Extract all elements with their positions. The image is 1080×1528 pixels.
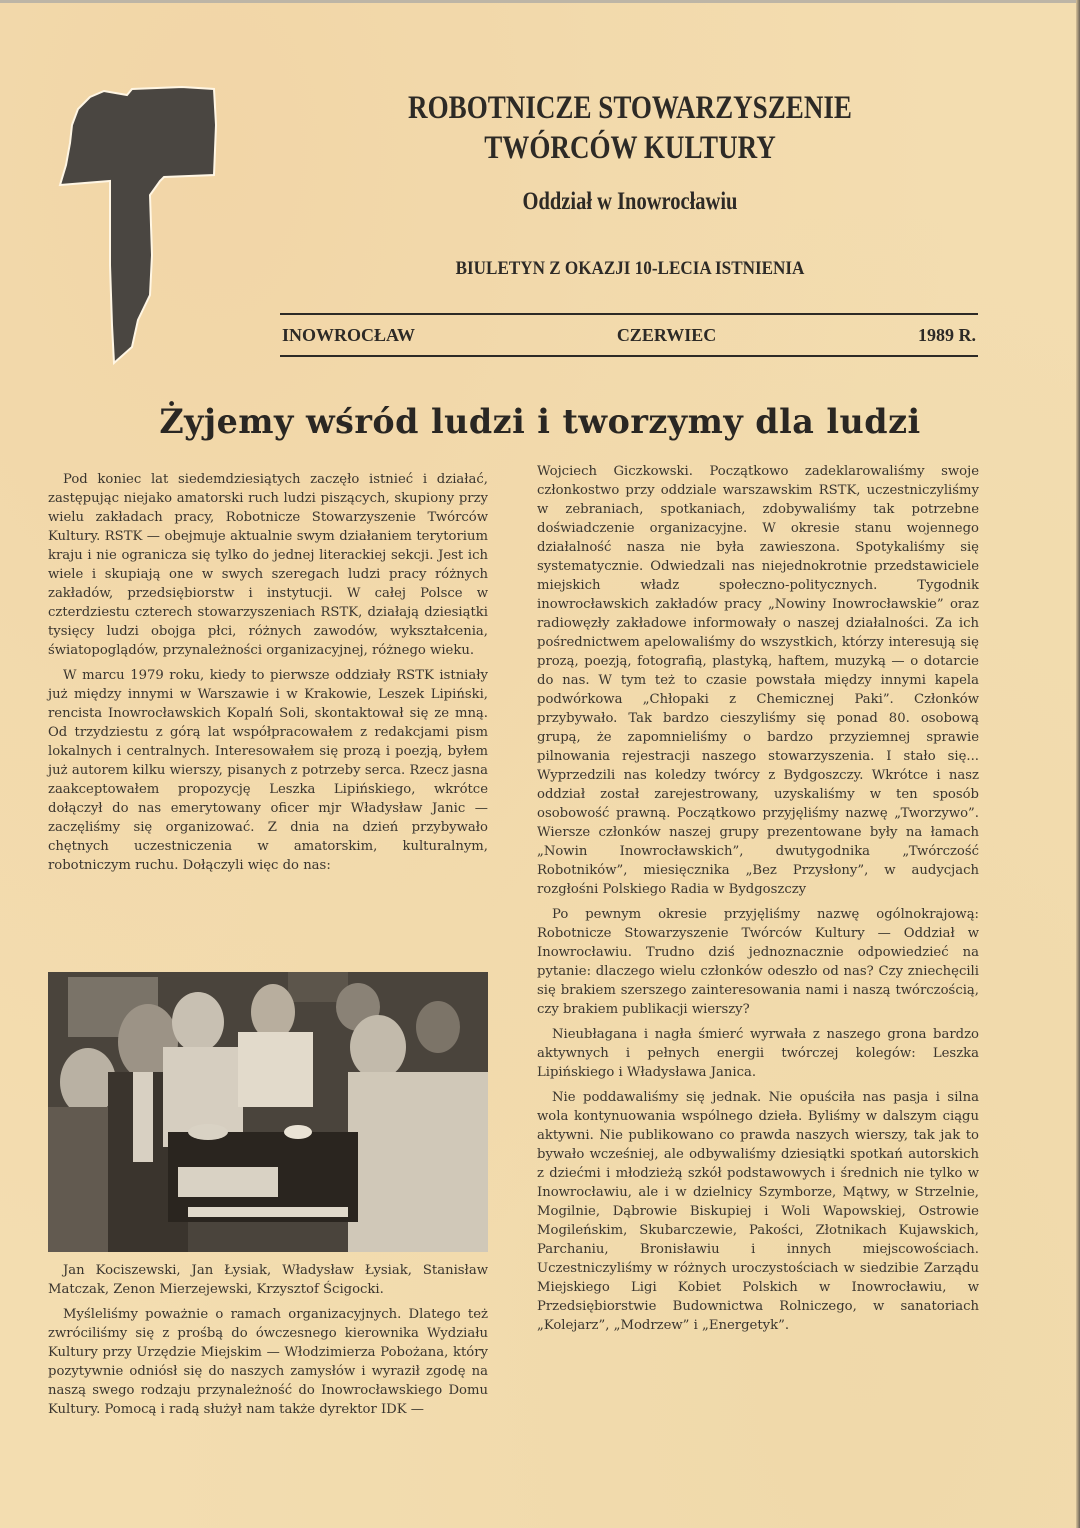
group-photo-image xyxy=(48,972,488,1252)
member-names-paragraph: Jan Kociszewski, Jan Łysiak, Władysław Łysiak, Stanisław Matczak, Zenon Mierzejewski, Krzysztof Ścigocki. xyxy=(48,1263,488,1297)
article-paragraph: W marcu 1979 roku, kiedy to pierwsze oddziały RSTK istniały już między innymi w Warszawie i w Krakowie, Leszek Lipiński, rencista Inowrocławskich Kopalń Soli, skontaktował się ze mną. Od trzydziestu z górą lat współpracowałem z redakcjami pism lokalnych i centralnych. Interesowałem się prozą i poezją, byłem już autorem kilku wierszy, pisanych z potrzeby serca. Rzecz jasna zaakceptowałem propozycję Leszka Lipińskiego, wkrótce dołączył do nas emerytowany oficer mjr Władysław Janic — zaczęliśmy się organizować. Z dnia na dzień przybywało chętnych uczestniczenia w amatorskim, kulturalnym, robotniczym ruchu. Dołączyli więc do nas: xyxy=(48,668,488,873)
bulletin-subtitle: BIULETYN Z OKAZJI 10-LECIA ISTNIENIA xyxy=(455,258,805,279)
masthead xyxy=(280,88,980,280)
org-title-line1: ROBOTNICZE STOWARZYSZENIE xyxy=(408,90,852,126)
page-top-edge xyxy=(0,0,1080,3)
page-right-edge xyxy=(1076,0,1080,1528)
org-title-line2: TWÓRCÓW KULTURY xyxy=(484,130,776,166)
org-branch: Oddział w Inowrocławiu xyxy=(522,188,738,215)
article-paragraph: Wojciech Giczkowski. Początkowo zadeklarowaliśmy swoje członkostwo przy oddziale warszawskim RSTK, uczestniczyliśmy w zebraniach, spotkaniach, zdobywaliśmy tak potrzebne doświadczenie organizacyjne. W okresie stanu wojennego działalność nasza nie była zawieszona. Spotykaliśmy się systematycznie. Odwiedzali nas niejednokrotnie przedstawiciele miejskich władz społeczno-politycznych. Tygodnik inowrocławskich zakładów pracy „Nowiny Inowrocławskie” oraz radiowęzły zakładowe informowały o naszej działalności. Za ich pośrednictwem apelowaliśmy do wszystkich, którzy interesują się prozą, poezją, fotografią, plastyką, haftem, muzyką — o dotarcie do nas. W tym też to czasie powstała między innymi kapela podwórkowa „Chłopaki z Chemicznej Paki”. Członków przybywało. Tak bardzo cieszyliśmy się ponad 80. osobową grupą, że zapomnieliśmy o bardzo przyziemnej sprawie pilnowania rejestracji naszego stowarzyszenia. I stało się... Wyprzedzili nas koledzy twórcy z Bydgoszczy. Wkrótce i nasz oddział został zarejestrowany, uzyskaliśmy w ten sposób osobowość prawną. Początkowo przyjęliśmy nazwę „Tworzywo”. Wiersze członków naszej grupy prezentowane były na łamach „Nowin Inowrocławskich”, dwutygodnika „Twórczość Robotników”, miesięcznika „Bez Przysłony”, w audycjach rozgłośni Polskiego Radia w Bydgoszczy xyxy=(537,464,979,897)
article-paragraph: Po pewnym okresie przyjęliśmy nazwę ogólnokrajową: Robotnicze Stowarzyszenie Twórców Kultury — Oddział w Inowrocławiu. Trudno dziś jednoznacznie odpowiedzieć na pytanie: dlaczego wielu członków odeszło od nas? Czy zniechęcili się brakiem szerszego zainteresowania nami i naszą twórczością, czy brakiem publikacji wierszy? xyxy=(537,907,979,1017)
dateline-city: INOWROCŁAW xyxy=(282,324,416,345)
dateline-month: CZERWIEC xyxy=(616,324,717,345)
group-photo xyxy=(48,972,488,1252)
article-headline: Żyjemy wśród ludzi i tworzymy dla ludzi xyxy=(159,402,921,442)
rstk-emblem-icon xyxy=(52,85,232,370)
dateline xyxy=(280,313,978,357)
dateline-year: 1989 R. xyxy=(918,324,976,345)
right-column xyxy=(537,462,979,1341)
article-paragraph: Nieubłagana i nagła śmierć wyrwała z naszego grona bardzo aktywnych i pełnych energii twórczej kolegów: Leszka Lipińskiego i Władysława Janica. xyxy=(537,1027,979,1080)
article-paragraph: Myśleliśmy poważnie o ramach organizacyjnych. Dlatego też zwróciliśmy się z prośbą do ówczesnego kierownika Wydziału Kultury przy Urzędzie Miejskim — Włodzimierza Pobożana, który pozytywnie odniósł się do naszych zamysłów i wyraził zgodę na naszą swego rodzaju przynależność do Inowrocławskiego Domu Kultury. Pomocą i radą służył nam także dyrektor IDK — xyxy=(48,1307,488,1417)
article-paragraph: Pod koniec lat siedemdziesiątych zaczęło istnieć i działać, zastępując niejako amatorski ruch ludzi piszących, skupiony przy wielu zakładach pracy, Robotnicze Stowarzyszenie Twórców Kultury. RSTK — obejmuje aktualnie swym działaniem terytorium kraju i nie ogranicza się tylko do jednej literackiej sekcji. Jest ich wiele i skupiają one w swych szeregach ludzi pracy różnych zakładów, przedsiębiorstw i instytucji. W całej Polsce w czterdziestu czterech stowarzyszeniach RSTK, działają dziesiątki tysięcy ludzi obojga płci, różnych zawodów, wykształcenia, światopoglądów, przynależności organizacyjnej, różnego wieku. xyxy=(48,472,488,658)
article-paragraph: Nie poddawaliśmy się jednak. Nie opuściła nas pasja i silna wola kontynuowania wspólnego dzieła. Byliśmy w dalszym ciągu aktywni. Nie publikowano co prawda naszych wierszy, tak jak to bywało wcześniej, ale odbywaliśmy dziesiątki spotkań autorskich z dziećmi i młodzieżą szkół podstawowych i średnich nie tylko w Inowrocławiu, ale i w dzielnicy Szymborze, Mątwy, w Strzelnie, Mogilnie, Dąbrowie Biskupiej i Woli Wapowskiej, Ostrowie Mogileńskim, Skubarczewie, Pakości, Złotnikach Kujawskich, Parchaniu, Bronisławiu i innych miejscowościach. Uczestniczyliśmy w różnych uroczystościach w siedzibie Zarządu Miejskiego Ligi Kobiet Polskich w Inowrocławiu, w Przedsiębiorstwie Budownictwa Rolniczego, w sanatoriach „Kolejarz”, „Modrzew” i „Energetyk”. xyxy=(537,1090,979,1333)
left-column-continued xyxy=(48,1261,488,1425)
left-column xyxy=(48,470,488,881)
